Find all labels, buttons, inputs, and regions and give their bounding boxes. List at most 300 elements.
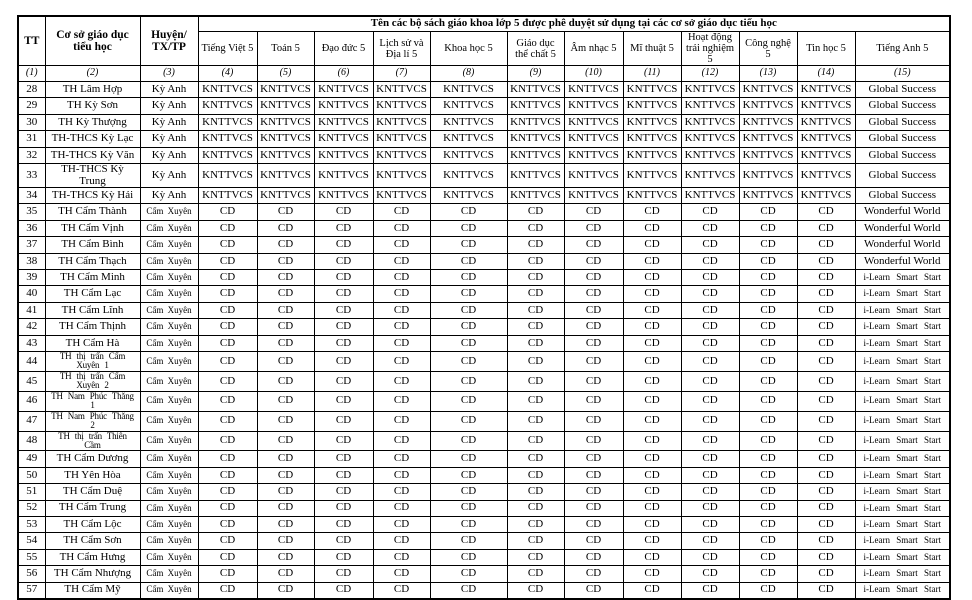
cell-english: Global Success <box>855 82 950 98</box>
cell-book-7: CD <box>373 411 430 431</box>
cell-book-13: CD <box>739 451 797 467</box>
cell-book-11: CD <box>623 237 681 253</box>
cell-book-12: KNTTVCS <box>681 114 739 130</box>
cell-book-8: CD <box>430 566 507 582</box>
cell-book-14: CD <box>797 484 855 500</box>
cell-book-8: CD <box>430 467 507 483</box>
cell-school: TH Yên Hòa <box>45 467 140 483</box>
cell-book-10: CD <box>564 582 623 599</box>
cell-book-4: CD <box>198 431 257 451</box>
cell-book-5: CD <box>257 391 314 411</box>
cell-book-6: CD <box>314 411 373 431</box>
cell-book-6: KNTTVCS <box>314 98 373 114</box>
cell-book-12: CD <box>681 270 739 286</box>
cell-book-6: CD <box>314 549 373 565</box>
table-row <box>18 237 950 253</box>
cell-book-11: CD <box>623 533 681 549</box>
cell-book-9: CD <box>507 566 564 582</box>
table-row <box>18 319 950 335</box>
cell-book-13: CD <box>739 220 797 236</box>
cell-book-10: CD <box>564 204 623 220</box>
cell-book-8: CD <box>430 270 507 286</box>
cell-tt: 51 <box>18 484 45 500</box>
cell-book-12: CD <box>681 516 739 532</box>
cell-english: i-Learn Smart Start <box>855 484 950 500</box>
cell-book-8: CD <box>430 319 507 335</box>
cell-book-11: CD <box>623 411 681 431</box>
table-row <box>18 451 950 467</box>
cell-district: Cẩm Xuyên <box>140 516 198 532</box>
cell-book-13: KNTTVCS <box>739 131 797 147</box>
cell-tt: 52 <box>18 500 45 516</box>
cell-book-11: CD <box>623 484 681 500</box>
header-row-top <box>18 16 950 32</box>
cell-book-7: CD <box>373 352 430 372</box>
cell-book-8: KNTTVCS <box>430 164 507 188</box>
column-number-6: (6) <box>314 66 373 82</box>
cell-book-13: KNTTVCS <box>739 98 797 114</box>
cell-tt: 32 <box>18 147 45 163</box>
subject-header-9: Giáo dục thể chất 5 <box>507 32 564 66</box>
cell-book-6: CD <box>314 500 373 516</box>
cell-book-13: CD <box>739 335 797 351</box>
cell-book-14: CD <box>797 582 855 599</box>
cell-book-13: CD <box>739 566 797 582</box>
cell-book-13: KNTTVCS <box>739 114 797 130</box>
cell-book-14: CD <box>797 204 855 220</box>
cell-book-6: CD <box>314 286 373 302</box>
cell-book-12: KNTTVCS <box>681 98 739 114</box>
cell-book-14: CD <box>797 302 855 318</box>
cell-tt: 31 <box>18 131 45 147</box>
cell-book-13: CD <box>739 270 797 286</box>
cell-book-14: CD <box>797 566 855 582</box>
cell-book-5: KNTTVCS <box>257 188 314 204</box>
cell-tt: 41 <box>18 302 45 318</box>
cell-book-14: CD <box>797 319 855 335</box>
cell-school: TH Cẩm Thành <box>45 204 140 220</box>
cell-book-10: KNTTVCS <box>564 147 623 163</box>
cell-book-14: KNTTVCS <box>797 114 855 130</box>
cell-school: TH Nam Phúc Thăng 2 <box>45 411 140 431</box>
cell-tt: 36 <box>18 220 45 236</box>
cell-tt: 35 <box>18 204 45 220</box>
column-number-13: (13) <box>739 66 797 82</box>
cell-tt: 37 <box>18 237 45 253</box>
cell-book-4: CD <box>198 335 257 351</box>
cell-district: Cẩm Xuyên <box>140 286 198 302</box>
cell-book-14: CD <box>797 391 855 411</box>
cell-book-7: CD <box>373 335 430 351</box>
cell-book-12: CD <box>681 319 739 335</box>
cell-book-14: CD <box>797 335 855 351</box>
cell-book-10: KNTTVCS <box>564 82 623 98</box>
column-number-9: (9) <box>507 66 564 82</box>
cell-district: Cẩm Xuyên <box>140 566 198 582</box>
cell-book-10: CD <box>564 270 623 286</box>
cell-district: Cẩm Xuyên <box>140 220 198 236</box>
cell-book-11: CD <box>623 302 681 318</box>
cell-english: i-Learn Smart Start <box>855 286 950 302</box>
cell-book-7: CD <box>373 451 430 467</box>
cell-book-12: KNTTVCS <box>681 131 739 147</box>
cell-book-9: CD <box>507 270 564 286</box>
cell-english: i-Learn Smart Start <box>855 352 950 372</box>
cell-book-6: KNTTVCS <box>314 188 373 204</box>
cell-tt: 43 <box>18 335 45 351</box>
cell-book-12: CD <box>681 500 739 516</box>
cell-book-13: CD <box>739 302 797 318</box>
cell-book-13: CD <box>739 582 797 599</box>
cell-book-10: CD <box>564 411 623 431</box>
cell-book-4: CD <box>198 566 257 582</box>
cell-book-10: CD <box>564 566 623 582</box>
table-row <box>18 371 950 391</box>
cell-book-4: CD <box>198 237 257 253</box>
cell-book-8: CD <box>430 335 507 351</box>
cell-book-14: KNTTVCS <box>797 131 855 147</box>
cell-book-7: KNTTVCS <box>373 82 430 98</box>
cell-book-9: CD <box>507 319 564 335</box>
cell-tt: 47 <box>18 411 45 431</box>
cell-book-9: CD <box>507 371 564 391</box>
cell-english: Global Success <box>855 131 950 147</box>
cell-book-10: CD <box>564 335 623 351</box>
cell-book-8: CD <box>430 352 507 372</box>
subject-header-8: Khoa học 5 <box>430 32 507 66</box>
cell-book-10: CD <box>564 451 623 467</box>
cell-book-13: CD <box>739 391 797 411</box>
cell-tt: 39 <box>18 270 45 286</box>
table-row <box>18 98 950 114</box>
table-row <box>18 411 950 431</box>
cell-book-12: CD <box>681 302 739 318</box>
cell-book-14: CD <box>797 220 855 236</box>
cell-book-6: KNTTVCS <box>314 164 373 188</box>
cell-book-5: CD <box>257 533 314 549</box>
cell-book-8: CD <box>430 451 507 467</box>
cell-book-11: CD <box>623 566 681 582</box>
cell-book-9: KNTTVCS <box>507 164 564 188</box>
cell-book-7: CD <box>373 237 430 253</box>
cell-book-8: KNTTVCS <box>430 82 507 98</box>
cell-english: i-Learn Smart Start <box>855 467 950 483</box>
cell-book-6: CD <box>314 204 373 220</box>
cell-book-7: CD <box>373 549 430 565</box>
cell-book-4: KNTTVCS <box>198 188 257 204</box>
cell-book-6: CD <box>314 451 373 467</box>
cell-book-7: CD <box>373 566 430 582</box>
cell-book-10: KNTTVCS <box>564 188 623 204</box>
textbook-approval-table <box>17 15 951 600</box>
cell-book-4: CD <box>198 582 257 599</box>
cell-book-9: CD <box>507 500 564 516</box>
cell-book-11: KNTTVCS <box>623 114 681 130</box>
cell-book-5: CD <box>257 516 314 532</box>
table-row <box>18 131 950 147</box>
cell-tt: 38 <box>18 253 45 269</box>
table-row <box>18 582 950 599</box>
cell-school: TH Cẩm Duệ <box>45 484 140 500</box>
cell-book-8: CD <box>430 286 507 302</box>
cell-book-12: CD <box>681 391 739 411</box>
cell-book-7: CD <box>373 500 430 516</box>
cell-book-7: CD <box>373 467 430 483</box>
cell-book-4: KNTTVCS <box>198 164 257 188</box>
cell-book-9: CD <box>507 335 564 351</box>
cell-book-13: KNTTVCS <box>739 147 797 163</box>
cell-book-8: CD <box>430 500 507 516</box>
cell-book-11: CD <box>623 335 681 351</box>
cell-book-14: KNTTVCS <box>797 98 855 114</box>
cell-book-13: CD <box>739 352 797 372</box>
cell-book-9: CD <box>507 431 564 451</box>
cell-district: Cẩm Xuyên <box>140 371 198 391</box>
cell-book-11: CD <box>623 516 681 532</box>
cell-book-7: KNTTVCS <box>373 114 430 130</box>
cell-book-11: KNTTVCS <box>623 82 681 98</box>
header-row-numbers <box>18 66 950 82</box>
table-row <box>18 431 950 451</box>
cell-book-13: CD <box>739 431 797 451</box>
cell-book-11: CD <box>623 582 681 599</box>
table-row <box>18 188 950 204</box>
cell-book-8: CD <box>430 516 507 532</box>
cell-book-14: CD <box>797 533 855 549</box>
cell-book-5: CD <box>257 484 314 500</box>
cell-book-14: CD <box>797 352 855 372</box>
cell-school: TH Lâm Hợp <box>45 82 140 98</box>
cell-district: Cẩm Xuyên <box>140 204 198 220</box>
table-row <box>18 516 950 532</box>
cell-book-13: CD <box>739 533 797 549</box>
cell-district: Cẩm Xuyên <box>140 533 198 549</box>
cell-book-6: CD <box>314 566 373 582</box>
cell-district: Cẩm Xuyên <box>140 253 198 269</box>
cell-book-8: CD <box>430 204 507 220</box>
cell-book-6: KNTTVCS <box>314 114 373 130</box>
cell-book-7: CD <box>373 302 430 318</box>
cell-school: TH thị trấn Cẩm Xuyên 2 <box>45 371 140 391</box>
cell-book-10: CD <box>564 302 623 318</box>
cell-book-12: CD <box>681 549 739 565</box>
table-body <box>18 82 950 599</box>
cell-book-12: CD <box>681 484 739 500</box>
cell-tt: 53 <box>18 516 45 532</box>
cell-book-5: CD <box>257 371 314 391</box>
column-number-1: (1) <box>18 66 45 82</box>
cell-book-9: KNTTVCS <box>507 98 564 114</box>
table-row <box>18 302 950 318</box>
cell-school: TH Cẩm Hà <box>45 335 140 351</box>
cell-book-11: CD <box>623 319 681 335</box>
cell-book-14: KNTTVCS <box>797 164 855 188</box>
subject-header-13: Công nghệ 5 <box>739 32 797 66</box>
cell-book-6: KNTTVCS <box>314 82 373 98</box>
cell-book-11: CD <box>623 500 681 516</box>
cell-book-10: KNTTVCS <box>564 114 623 130</box>
cell-book-8: CD <box>430 549 507 565</box>
cell-book-4: CD <box>198 467 257 483</box>
cell-book-10: KNTTVCS <box>564 164 623 188</box>
cell-school: TH Cẩm Vịnh <box>45 220 140 236</box>
cell-tt: 34 <box>18 188 45 204</box>
cell-book-6: CD <box>314 371 373 391</box>
cell-english: i-Learn Smart Start <box>855 516 950 532</box>
cell-book-10: KNTTVCS <box>564 131 623 147</box>
cell-book-6: KNTTVCS <box>314 147 373 163</box>
cell-school: TH Cẩm Dương <box>45 451 140 467</box>
cell-tt: 49 <box>18 451 45 467</box>
cell-book-10: CD <box>564 220 623 236</box>
cell-book-6: CD <box>314 484 373 500</box>
cell-book-4: KNTTVCS <box>198 82 257 98</box>
cell-book-11: CD <box>623 467 681 483</box>
cell-english: Global Success <box>855 188 950 204</box>
column-number-12: (12) <box>681 66 739 82</box>
cell-book-9: CD <box>507 582 564 599</box>
cell-book-12: CD <box>681 352 739 372</box>
cell-book-6: CD <box>314 319 373 335</box>
cell-school: TH Cẩm Trung <box>45 500 140 516</box>
cell-district: Cẩm Xuyên <box>140 582 198 599</box>
cell-english: i-Learn Smart Start <box>855 335 950 351</box>
cell-english: Global Success <box>855 147 950 163</box>
cell-book-14: CD <box>797 286 855 302</box>
cell-book-14: KNTTVCS <box>797 188 855 204</box>
cell-book-13: CD <box>739 286 797 302</box>
cell-district: Cẩm Xuyên <box>140 500 198 516</box>
cell-book-9: CD <box>507 411 564 431</box>
table-row <box>18 352 950 372</box>
cell-english: i-Learn Smart Start <box>855 451 950 467</box>
cell-school: TH Nam Phúc Thăng 1 <box>45 391 140 411</box>
cell-book-12: CD <box>681 204 739 220</box>
table-row <box>18 467 950 483</box>
cell-book-11: KNTTVCS <box>623 131 681 147</box>
cell-book-5: CD <box>257 270 314 286</box>
cell-book-13: CD <box>739 253 797 269</box>
cell-book-7: CD <box>373 533 430 549</box>
cell-district: Kỳ Anh <box>140 131 198 147</box>
cell-tt: 44 <box>18 352 45 372</box>
cell-book-4: CD <box>198 371 257 391</box>
cell-district: Kỳ Anh <box>140 114 198 130</box>
cell-book-5: CD <box>257 431 314 451</box>
cell-book-14: CD <box>797 411 855 431</box>
cell-book-6: CD <box>314 582 373 599</box>
cell-book-6: CD <box>314 391 373 411</box>
cell-book-9: CD <box>507 352 564 372</box>
cell-book-7: CD <box>373 582 430 599</box>
cell-english: i-Learn Smart Start <box>855 270 950 286</box>
cell-book-11: CD <box>623 253 681 269</box>
table-row <box>18 566 950 582</box>
cell-district: Cẩm Xuyên <box>140 411 198 431</box>
cell-english: i-Learn Smart Start <box>855 391 950 411</box>
cell-book-6: CD <box>314 253 373 269</box>
cell-english: i-Learn Smart Start <box>855 533 950 549</box>
cell-english: Wonderful World <box>855 253 950 269</box>
cell-book-5: KNTTVCS <box>257 114 314 130</box>
cell-book-10: CD <box>564 319 623 335</box>
cell-english: i-Learn Smart Start <box>855 500 950 516</box>
column-number-7: (7) <box>373 66 430 82</box>
column-number-10: (10) <box>564 66 623 82</box>
cell-book-5: KNTTVCS <box>257 147 314 163</box>
cell-book-5: CD <box>257 204 314 220</box>
cell-book-12: CD <box>681 237 739 253</box>
cell-english: i-Learn Smart Start <box>855 549 950 565</box>
cell-book-12: CD <box>681 533 739 549</box>
col-header-tt: TT <box>18 16 45 66</box>
column-number-5: (5) <box>257 66 314 82</box>
cell-book-5: CD <box>257 335 314 351</box>
cell-book-12: CD <box>681 431 739 451</box>
cell-book-6: CD <box>314 237 373 253</box>
column-number-2: (2) <box>45 66 140 82</box>
cell-book-10: CD <box>564 371 623 391</box>
cell-book-9: CD <box>507 302 564 318</box>
cell-book-4: CD <box>198 549 257 565</box>
cell-school: TH Kỳ Thượng <box>45 114 140 130</box>
cell-district: Cẩm Xuyên <box>140 270 198 286</box>
subject-header-14: Tin học 5 <box>797 32 855 66</box>
cell-school: TH Cẩm Thạch <box>45 253 140 269</box>
cell-book-13: KNTTVCS <box>739 164 797 188</box>
table-row <box>18 500 950 516</box>
cell-book-9: CD <box>507 253 564 269</box>
cell-book-4: CD <box>198 500 257 516</box>
cell-book-4: KNTTVCS <box>198 98 257 114</box>
cell-tt: 55 <box>18 549 45 565</box>
cell-book-4: CD <box>198 516 257 532</box>
cell-district: Kỳ Anh <box>140 98 198 114</box>
cell-district: Kỳ Anh <box>140 147 198 163</box>
cell-english: i-Learn Smart Start <box>855 319 950 335</box>
cell-book-9: KNTTVCS <box>507 82 564 98</box>
cell-book-4: CD <box>198 533 257 549</box>
cell-book-12: KNTTVCS <box>681 82 739 98</box>
cell-book-6: CD <box>314 516 373 532</box>
cell-book-7: CD <box>373 391 430 411</box>
cell-book-13: CD <box>739 484 797 500</box>
cell-book-4: CD <box>198 319 257 335</box>
cell-book-10: CD <box>564 484 623 500</box>
subject-header-15: Tiếng Anh 5 <box>855 32 950 66</box>
cell-book-8: CD <box>430 220 507 236</box>
cell-book-5: KNTTVCS <box>257 82 314 98</box>
cell-book-6: CD <box>314 352 373 372</box>
cell-book-5: CD <box>257 237 314 253</box>
cell-book-13: CD <box>739 500 797 516</box>
cell-book-14: CD <box>797 237 855 253</box>
cell-tt: 45 <box>18 371 45 391</box>
cell-book-8: CD <box>430 484 507 500</box>
cell-district: Cẩm Xuyên <box>140 319 198 335</box>
table-row <box>18 164 950 188</box>
cell-book-14: CD <box>797 549 855 565</box>
table-row <box>18 335 950 351</box>
cell-book-13: KNTTVCS <box>739 188 797 204</box>
column-number-4: (4) <box>198 66 257 82</box>
cell-book-14: CD <box>797 516 855 532</box>
cell-book-5: CD <box>257 411 314 431</box>
subject-header-4: Tiếng Việt 5 <box>198 32 257 66</box>
cell-book-9: CD <box>507 391 564 411</box>
col-header-district: Huyện/ TX/TP <box>140 16 198 66</box>
cell-book-4: CD <box>198 204 257 220</box>
